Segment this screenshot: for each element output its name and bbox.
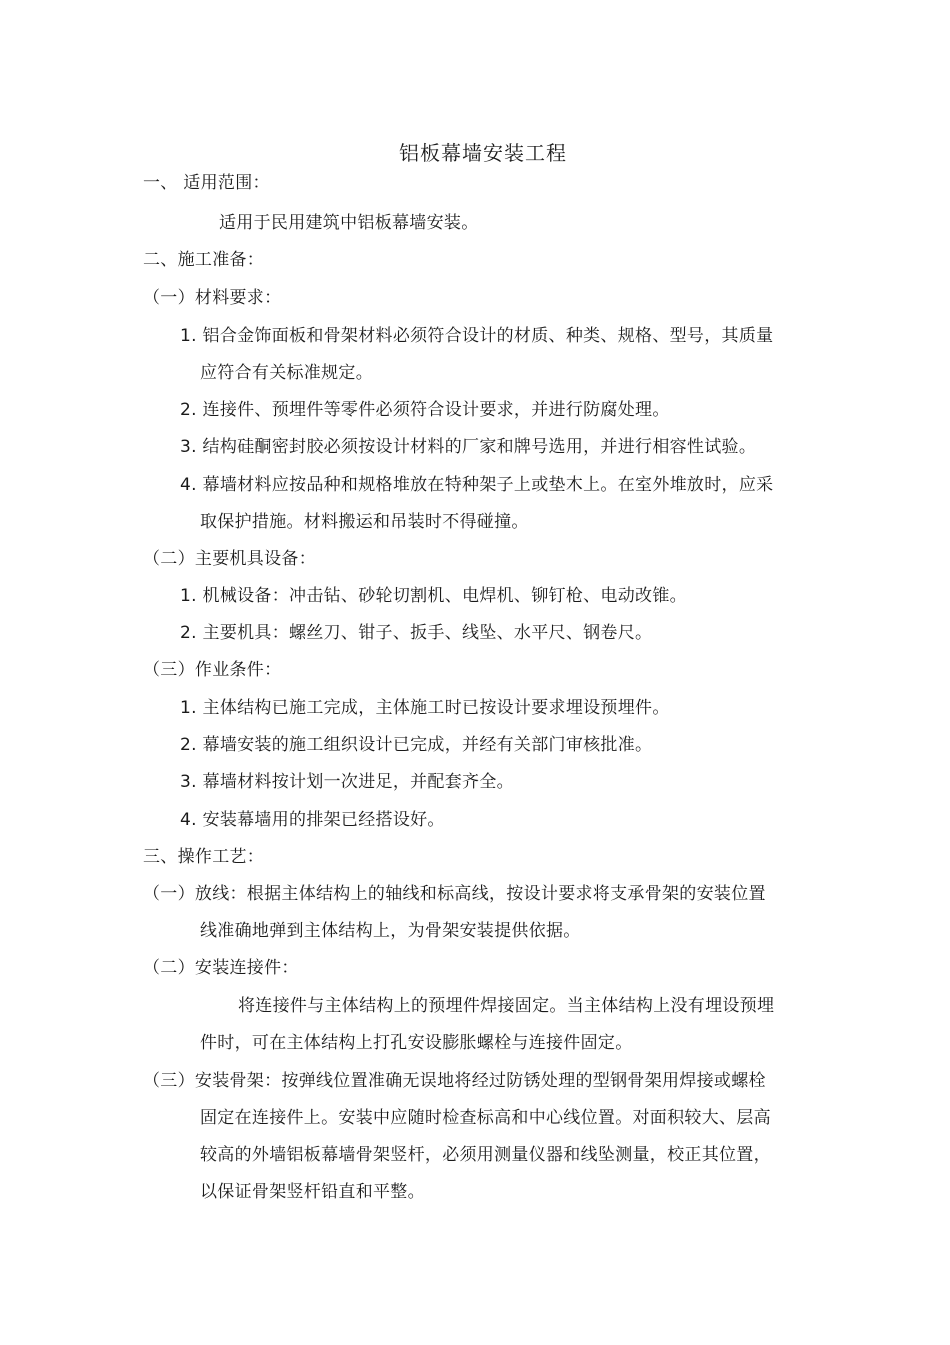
conditions-item-4: 4. 安装幕墙用的排架已经搭设好。 (180, 810, 445, 830)
equipment-item-1: 1. 机械设备：冲击钻、砂轮切割机、电焊机、铆钉枪、电动改锥。 (180, 586, 687, 606)
section-1-body: 适用于民用建筑中铝板幕墙安装。 (219, 213, 479, 233)
section-3-heading: 三、操作工艺： (143, 847, 265, 867)
process-3-line-2: 固定在连接件上。安装中应随时检查标高和中心线位置。对面积较大、层高 (200, 1108, 771, 1128)
process-3-line-3: 较高的外墙铝板幕墙骨架竖杆，必须用测量仪器和线坠测量，校正其位置， (200, 1145, 771, 1165)
section-1-heading: 一、 适用范围： (143, 173, 270, 193)
section-2-heading: 二、施工准备： (143, 250, 265, 270)
materials-item-3: 3. 结构硅酮密封胶必须按设计材料的厂家和牌号选用，并进行相容性试验。 (180, 437, 757, 457)
materials-item-4-line-2: 取保护措施。材料搬运和吊装时不得碰撞。 (200, 512, 529, 532)
process-3-line-4: 以保证骨架竖杆铅直和平整。 (200, 1182, 425, 1202)
process-1-line-2: 线准确地弹到主体结构上，为骨架安装提供依据。 (200, 921, 581, 941)
conditions-item-2: 2. 幕墙安装的施工组织设计已完成，并经有关部门审核批准。 (180, 735, 653, 755)
page-title: 铝板幕墙安装工程 (399, 141, 567, 165)
materials-item-1-line-1: 1. 铝合金饰面板和骨架材料必须符合设计的材质、种类、规格、型号，其质量 (180, 326, 774, 346)
conditions-item-3: 3. 幕墙材料按计划一次进足，并配套齐全。 (180, 772, 514, 792)
process-2-line-1: 将连接件与主体结构上的预埋件焊接固定。当主体结构上没有埋设预埋 (238, 996, 775, 1016)
materials-item-4-line-1: 4. 幕墙材料应按品种和规格堆放在特种架子上或垫木上。在室外堆放时，应采 (180, 475, 774, 495)
conditions-item-1: 1. 主体结构已施工完成，主体施工时已按设计要求埋设预埋件。 (180, 698, 670, 718)
equipment-item-2: 2. 主要机具：螺丝刀、钳子、扳手、线坠、水平尺、钢卷尺。 (180, 623, 653, 643)
process-2-heading: （二）安装连接件： (143, 958, 299, 978)
process-2-line-2: 件时，可在主体结构上打孔安设膨胀螺栓与连接件固定。 (200, 1033, 633, 1053)
process-3-line-1: （三）安装骨架：按弹线位置准确无误地将经过防锈处理的型钢骨架用焊接或螺栓 (143, 1071, 766, 1091)
subsection-equipment-heading: （二）主要机具设备： (143, 549, 316, 569)
subsection-materials-heading: （一）材料要求： (143, 288, 282, 308)
subsection-conditions-heading: （三）作业条件： (143, 660, 282, 680)
process-1-line-1: （一）放线：根据主体结构上的轴线和标高线，按设计要求将支承骨架的安装位置 (143, 884, 766, 904)
materials-item-2: 2. 连接件、预埋件等零件必须符合设计要求，并进行防腐处理。 (180, 400, 670, 420)
materials-item-1-line-2: 应符合有关标准规定。 (200, 363, 373, 383)
